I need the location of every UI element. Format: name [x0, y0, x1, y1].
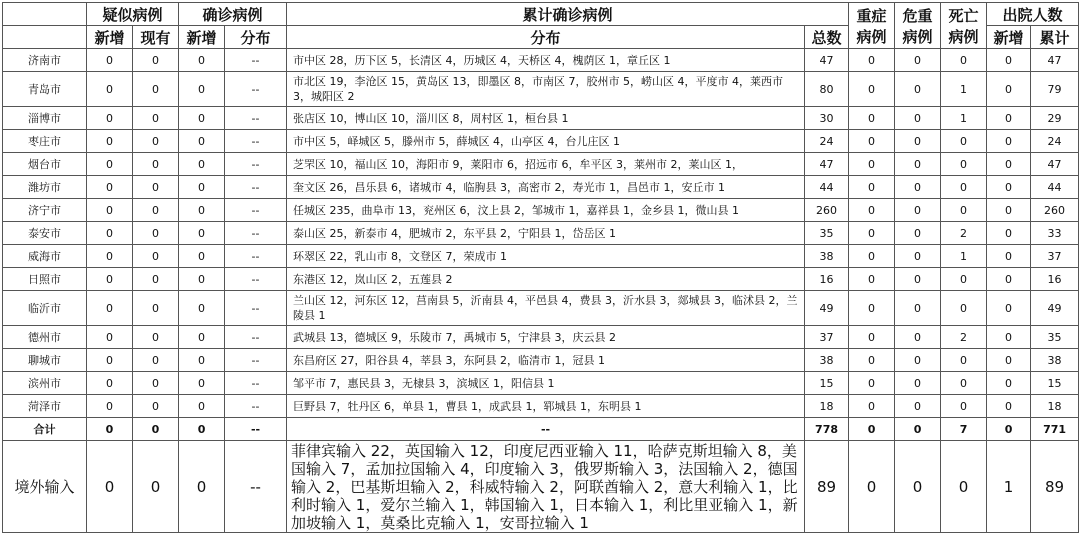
- suspected-current: 0: [133, 349, 179, 372]
- confirmed-new: 0: [179, 349, 225, 372]
- confirmed-new: 0: [179, 130, 225, 153]
- severe-count: 0: [849, 395, 895, 418]
- table-row: [3, 291, 1079, 326]
- discharged-total: 29: [1031, 107, 1079, 130]
- death-count: 1: [941, 245, 987, 268]
- confirmed-distribution: --: [225, 222, 287, 245]
- cumulative-distribution: 东昌府区 27，阳谷县 4，莘县 3，东阿县 2，临清市 1，冠县 1: [287, 349, 805, 372]
- table-row: [3, 349, 1079, 372]
- death-count: 0: [941, 199, 987, 222]
- city-name: 淄博市: [3, 107, 87, 130]
- confirmed-distribution: --: [225, 153, 287, 176]
- cumulative-total: 778: [805, 418, 849, 441]
- severe-count: 0: [849, 153, 895, 176]
- confirmed-new: 0: [179, 326, 225, 349]
- severe-count: 0: [849, 441, 895, 533]
- header-suspected: 疑似病例: [87, 3, 179, 26]
- suspected-current: 0: [133, 153, 179, 176]
- cumulative-total: 37: [805, 326, 849, 349]
- critical-count: 0: [895, 268, 941, 291]
- critical-count: 0: [895, 107, 941, 130]
- suspected-new: 0: [87, 268, 133, 291]
- critical-count: 0: [895, 441, 941, 533]
- header-suspected-current: 现有: [133, 26, 179, 49]
- suspected-new: 0: [87, 176, 133, 199]
- critical-count: 0: [895, 326, 941, 349]
- city-name: 滨州市: [3, 372, 87, 395]
- cumulative-distribution: 巨野县 7，牡丹区 6，单县 1，曹县 1，成武县 1，郓城县 1，东明县 1: [287, 395, 805, 418]
- confirmed-distribution: --: [225, 291, 287, 326]
- city-name: 济宁市: [3, 199, 87, 222]
- suspected-new: 0: [87, 372, 133, 395]
- table-row: [3, 222, 1079, 245]
- confirmed-new: 0: [179, 176, 225, 199]
- city-name: 日照市: [3, 268, 87, 291]
- city-name: 德州市: [3, 326, 87, 349]
- severe-count: 0: [849, 245, 895, 268]
- suspected-new: 0: [87, 72, 133, 107]
- discharged-new: 0: [987, 222, 1031, 245]
- cumulative-total: 49: [805, 291, 849, 326]
- cumulative-total: 47: [805, 153, 849, 176]
- header-blank-2: [3, 26, 87, 49]
- critical-count: 0: [895, 222, 941, 245]
- suspected-new: 0: [87, 418, 133, 441]
- death-count: 2: [941, 222, 987, 245]
- suspected-current: 0: [133, 176, 179, 199]
- confirmed-distribution: --: [225, 72, 287, 107]
- discharged-total: 33: [1031, 222, 1079, 245]
- table-row: [3, 245, 1079, 268]
- city-name: 潍坊市: [3, 176, 87, 199]
- discharged-new: 0: [987, 245, 1031, 268]
- severe-count: 0: [849, 326, 895, 349]
- city-name: 泰安市: [3, 222, 87, 245]
- critical-count: 0: [895, 418, 941, 441]
- confirmed-new: 0: [179, 222, 225, 245]
- cumulative-total: 30: [805, 107, 849, 130]
- discharged-total: 18: [1031, 395, 1079, 418]
- critical-count: 0: [895, 291, 941, 326]
- city-name: 烟台市: [3, 153, 87, 176]
- cumulative-distribution: 奎文区 26，昌乐县 6，诸城市 4，临朐县 3，高密市 2，寿光市 1，昌邑市 1，安丘市 1: [287, 176, 805, 199]
- discharged-new: 0: [987, 49, 1031, 72]
- discharged-total: 260: [1031, 199, 1079, 222]
- suspected-new: 0: [87, 49, 133, 72]
- cumulative-distribution: 东港区 12，岚山区 2，五莲县 2: [287, 268, 805, 291]
- death-count: 1: [941, 107, 987, 130]
- critical-count: 0: [895, 372, 941, 395]
- critical-count: 0: [895, 72, 941, 107]
- total-row: [3, 418, 1079, 441]
- cumulative-total: 35: [805, 222, 849, 245]
- death-count: 0: [941, 349, 987, 372]
- header-cumulative-total: 总数: [805, 26, 849, 49]
- suspected-current: 0: [133, 72, 179, 107]
- severe-count: 0: [849, 49, 895, 72]
- critical-count: 0: [895, 153, 941, 176]
- discharged-total: 35: [1031, 326, 1079, 349]
- discharged-total: 38: [1031, 349, 1079, 372]
- critical-count: 0: [895, 245, 941, 268]
- cumulative-total: 18: [805, 395, 849, 418]
- table-row: [3, 268, 1079, 291]
- discharged-total: 15: [1031, 372, 1079, 395]
- cumulative-distribution: 邹平市 7，惠民县 3，无棣县 3，滨城区 1，阳信县 1: [287, 372, 805, 395]
- discharged-total: 44: [1031, 176, 1079, 199]
- death-count: 1: [941, 72, 987, 107]
- confirmed-new: 0: [179, 72, 225, 107]
- cumulative-total: 80: [805, 72, 849, 107]
- header-cumulative: 累计确诊病例: [287, 3, 849, 26]
- discharged-total: 16: [1031, 268, 1079, 291]
- table-header: [3, 3, 1079, 49]
- cumulative-total: 38: [805, 245, 849, 268]
- confirmed-new: 0: [179, 291, 225, 326]
- header-discharged: 出院人数: [987, 3, 1079, 26]
- suspected-new: 0: [87, 395, 133, 418]
- suspected-new: 0: [87, 130, 133, 153]
- suspected-new: 0: [87, 441, 133, 533]
- city-name: 境外输入: [3, 441, 87, 533]
- city-name: 合计: [3, 418, 87, 441]
- discharged-total: 37: [1031, 245, 1079, 268]
- cumulative-distribution: 兰山区 12，河东区 12，莒南县 5，沂南县 4，平邑县 4，费县 3，沂水县 3，郯城县 3，临沭县 2，兰陵县 1: [287, 291, 805, 326]
- discharged-new: 0: [987, 372, 1031, 395]
- discharged-new: 0: [987, 418, 1031, 441]
- suspected-current: 0: [133, 107, 179, 130]
- confirmed-new: 0: [179, 199, 225, 222]
- discharged-new: 0: [987, 291, 1031, 326]
- table-row: [3, 395, 1079, 418]
- death-count: 0: [941, 153, 987, 176]
- discharged-total: 24: [1031, 130, 1079, 153]
- header-critical: 危重病例: [895, 3, 941, 49]
- confirmed-distribution: --: [225, 49, 287, 72]
- cumulative-distribution: 武城县 13，德城区 9，乐陵市 7，禹城市 5，宁津县 3，庆云县 2: [287, 326, 805, 349]
- cumulative-distribution: 市北区 19，李沧区 15，黄岛区 13，即墨区 8，市南区 7，胶州市 5，崂山区 4，平度市 4，莱西市 3，城阳区 2: [287, 72, 805, 107]
- cumulative-total: 16: [805, 268, 849, 291]
- discharged-new: 0: [987, 326, 1031, 349]
- confirmed-new: 0: [179, 49, 225, 72]
- confirmed-new: 0: [179, 418, 225, 441]
- severe-count: 0: [849, 291, 895, 326]
- severe-count: 0: [849, 72, 895, 107]
- table-row: [3, 176, 1079, 199]
- discharged-new: 0: [987, 176, 1031, 199]
- discharged-new: 0: [987, 72, 1031, 107]
- suspected-current: 0: [133, 245, 179, 268]
- suspected-current: 0: [133, 418, 179, 441]
- suspected-new: 0: [87, 245, 133, 268]
- suspected-current: 0: [133, 291, 179, 326]
- confirmed-distribution: --: [225, 245, 287, 268]
- death-count: 0: [941, 395, 987, 418]
- header-blank: [3, 3, 87, 26]
- header-confirmed-new: 新增: [179, 26, 225, 49]
- imported-cases-row: [3, 441, 1079, 533]
- confirmed-distribution: --: [225, 418, 287, 441]
- discharged-new: 0: [987, 153, 1031, 176]
- confirmed-distribution: --: [225, 441, 287, 533]
- confirmed-new: 0: [179, 441, 225, 533]
- confirmed-distribution: --: [225, 176, 287, 199]
- severe-count: 0: [849, 372, 895, 395]
- death-count: 7: [941, 418, 987, 441]
- cumulative-total: 260: [805, 199, 849, 222]
- cumulative-total: 89: [805, 441, 849, 533]
- suspected-current: 0: [133, 268, 179, 291]
- suspected-new: 0: [87, 326, 133, 349]
- table-row: [3, 326, 1079, 349]
- suspected-current: 0: [133, 199, 179, 222]
- confirmed-distribution: --: [225, 372, 287, 395]
- death-count: 0: [941, 441, 987, 533]
- severe-count: 0: [849, 199, 895, 222]
- critical-count: 0: [895, 395, 941, 418]
- suspected-current: 0: [133, 441, 179, 533]
- suspected-current: 0: [133, 222, 179, 245]
- severe-count: 0: [849, 130, 895, 153]
- discharged-new: 0: [987, 349, 1031, 372]
- critical-count: 0: [895, 130, 941, 153]
- confirmed-distribution: --: [225, 268, 287, 291]
- city-name: 菏泽市: [3, 395, 87, 418]
- cumulative-distribution: 市中区 28，历下区 5，长清区 4，历城区 4，天桥区 4，槐荫区 1，章丘区 1: [287, 49, 805, 72]
- severe-count: 0: [849, 418, 895, 441]
- confirmed-new: 0: [179, 245, 225, 268]
- cumulative-distribution: 环翠区 22，乳山市 8，文登区 7，荣成市 1: [287, 245, 805, 268]
- confirmed-distribution: --: [225, 107, 287, 130]
- death-count: 0: [941, 176, 987, 199]
- suspected-current: 0: [133, 130, 179, 153]
- confirmed-new: 0: [179, 372, 225, 395]
- death-count: 0: [941, 372, 987, 395]
- death-count: 0: [941, 130, 987, 153]
- discharged-total: 49: [1031, 291, 1079, 326]
- confirmed-new: 0: [179, 153, 225, 176]
- header-confirmed-distribution: 分布: [225, 26, 287, 49]
- covid-case-table: [2, 2, 1079, 533]
- suspected-new: 0: [87, 107, 133, 130]
- cumulative-distribution: 市中区 5，峄城区 5，滕州市 5，薛城区 4，山亭区 4，台儿庄区 1: [287, 130, 805, 153]
- severe-count: 0: [849, 107, 895, 130]
- suspected-current: 0: [133, 395, 179, 418]
- critical-count: 0: [895, 199, 941, 222]
- severe-count: 0: [849, 222, 895, 245]
- confirmed-distribution: --: [225, 395, 287, 418]
- table-row: [3, 372, 1079, 395]
- cumulative-total: 38: [805, 349, 849, 372]
- critical-count: 0: [895, 176, 941, 199]
- city-name: 威海市: [3, 245, 87, 268]
- discharged-total: 47: [1031, 153, 1079, 176]
- table-row: [3, 199, 1079, 222]
- header-suspected-new: 新增: [87, 26, 133, 49]
- cumulative-distribution: 张店区 10，博山区 10，淄川区 8，周村区 1，桓台县 1: [287, 107, 805, 130]
- city-name: 济南市: [3, 49, 87, 72]
- table-row: [3, 72, 1079, 107]
- table-row: [3, 107, 1079, 130]
- city-name: 青岛市: [3, 72, 87, 107]
- confirmed-distribution: --: [225, 349, 287, 372]
- suspected-new: 0: [87, 153, 133, 176]
- death-count: 0: [941, 268, 987, 291]
- header-discharged-new: 新增: [987, 26, 1031, 49]
- table-body: [3, 49, 1079, 533]
- cumulative-total: 44: [805, 176, 849, 199]
- header-cumulative-distribution: 分布: [287, 26, 805, 49]
- table-row: [3, 130, 1079, 153]
- severe-count: 0: [849, 349, 895, 372]
- discharged-total: 79: [1031, 72, 1079, 107]
- discharged-total: 89: [1031, 441, 1079, 533]
- cumulative-total: 47: [805, 49, 849, 72]
- severe-count: 0: [849, 176, 895, 199]
- discharged-new: 0: [987, 107, 1031, 130]
- discharged-new: 0: [987, 268, 1031, 291]
- table-row: [3, 153, 1079, 176]
- confirmed-distribution: --: [225, 326, 287, 349]
- discharged-new: 1: [987, 441, 1031, 533]
- suspected-new: 0: [87, 291, 133, 326]
- city-name: 聊城市: [3, 349, 87, 372]
- death-count: 0: [941, 291, 987, 326]
- cumulative-distribution: 泰山区 25，新泰市 4，肥城市 2，东平县 2，宁阳县 1，岱岳区 1: [287, 222, 805, 245]
- discharged-new: 0: [987, 130, 1031, 153]
- critical-count: 0: [895, 349, 941, 372]
- death-count: 0: [941, 49, 987, 72]
- cumulative-distribution: 芝罘区 10，福山区 10，海阳市 9，莱阳市 6，招远市 6，牟平区 3，莱州市 2，莱山区 1，: [287, 153, 805, 176]
- suspected-new: 0: [87, 199, 133, 222]
- confirmed-distribution: --: [225, 199, 287, 222]
- city-name: 临沂市: [3, 291, 87, 326]
- table-row: [3, 49, 1079, 72]
- header-death: 死亡病例: [941, 3, 987, 49]
- death-count: 2: [941, 326, 987, 349]
- suspected-current: 0: [133, 326, 179, 349]
- confirmed-distribution: --: [225, 130, 287, 153]
- suspected-new: 0: [87, 222, 133, 245]
- discharged-new: 0: [987, 395, 1031, 418]
- suspected-new: 0: [87, 349, 133, 372]
- suspected-current: 0: [133, 49, 179, 72]
- discharged-new: 0: [987, 199, 1031, 222]
- cumulative-distribution: 菲律宾输入 22，英国输入 12，印度尼西亚输入 11，哈萨克斯坦输入 8，美国输入 7，孟加拉国输入 4，印度输入 3，俄罗斯输入 3，法国输入 2，德国输入 2，巴基斯坦输入 2，科威特输入 2，阿联酋输入 2，意大利输入 1，比利时输入 1，爱尔兰输入 1，韩国输入 1，日本输入 1，利比里亚输入 1，新加坡输入 1，莫桑比克输入 1，安哥拉输入 1: [287, 441, 805, 533]
- discharged-total: 771: [1031, 418, 1079, 441]
- cumulative-total: 24: [805, 130, 849, 153]
- confirmed-new: 0: [179, 268, 225, 291]
- confirmed-new: 0: [179, 107, 225, 130]
- confirmed-new: 0: [179, 395, 225, 418]
- discharged-total: 47: [1031, 49, 1079, 72]
- header-severe: 重症病例: [849, 3, 895, 49]
- severe-count: 0: [849, 268, 895, 291]
- header-confirmed: 确诊病例: [179, 3, 287, 26]
- critical-count: 0: [895, 49, 941, 72]
- cumulative-distribution: --: [287, 418, 805, 441]
- suspected-current: 0: [133, 372, 179, 395]
- cumulative-distribution: 任城区 235，曲阜市 13，兖州区 6，汶上县 2，邹城市 1，嘉祥县 1，金乡县 1，微山县 1: [287, 199, 805, 222]
- cumulative-total: 15: [805, 372, 849, 395]
- city-name: 枣庄市: [3, 130, 87, 153]
- header-discharged-total: 累计: [1031, 26, 1079, 49]
